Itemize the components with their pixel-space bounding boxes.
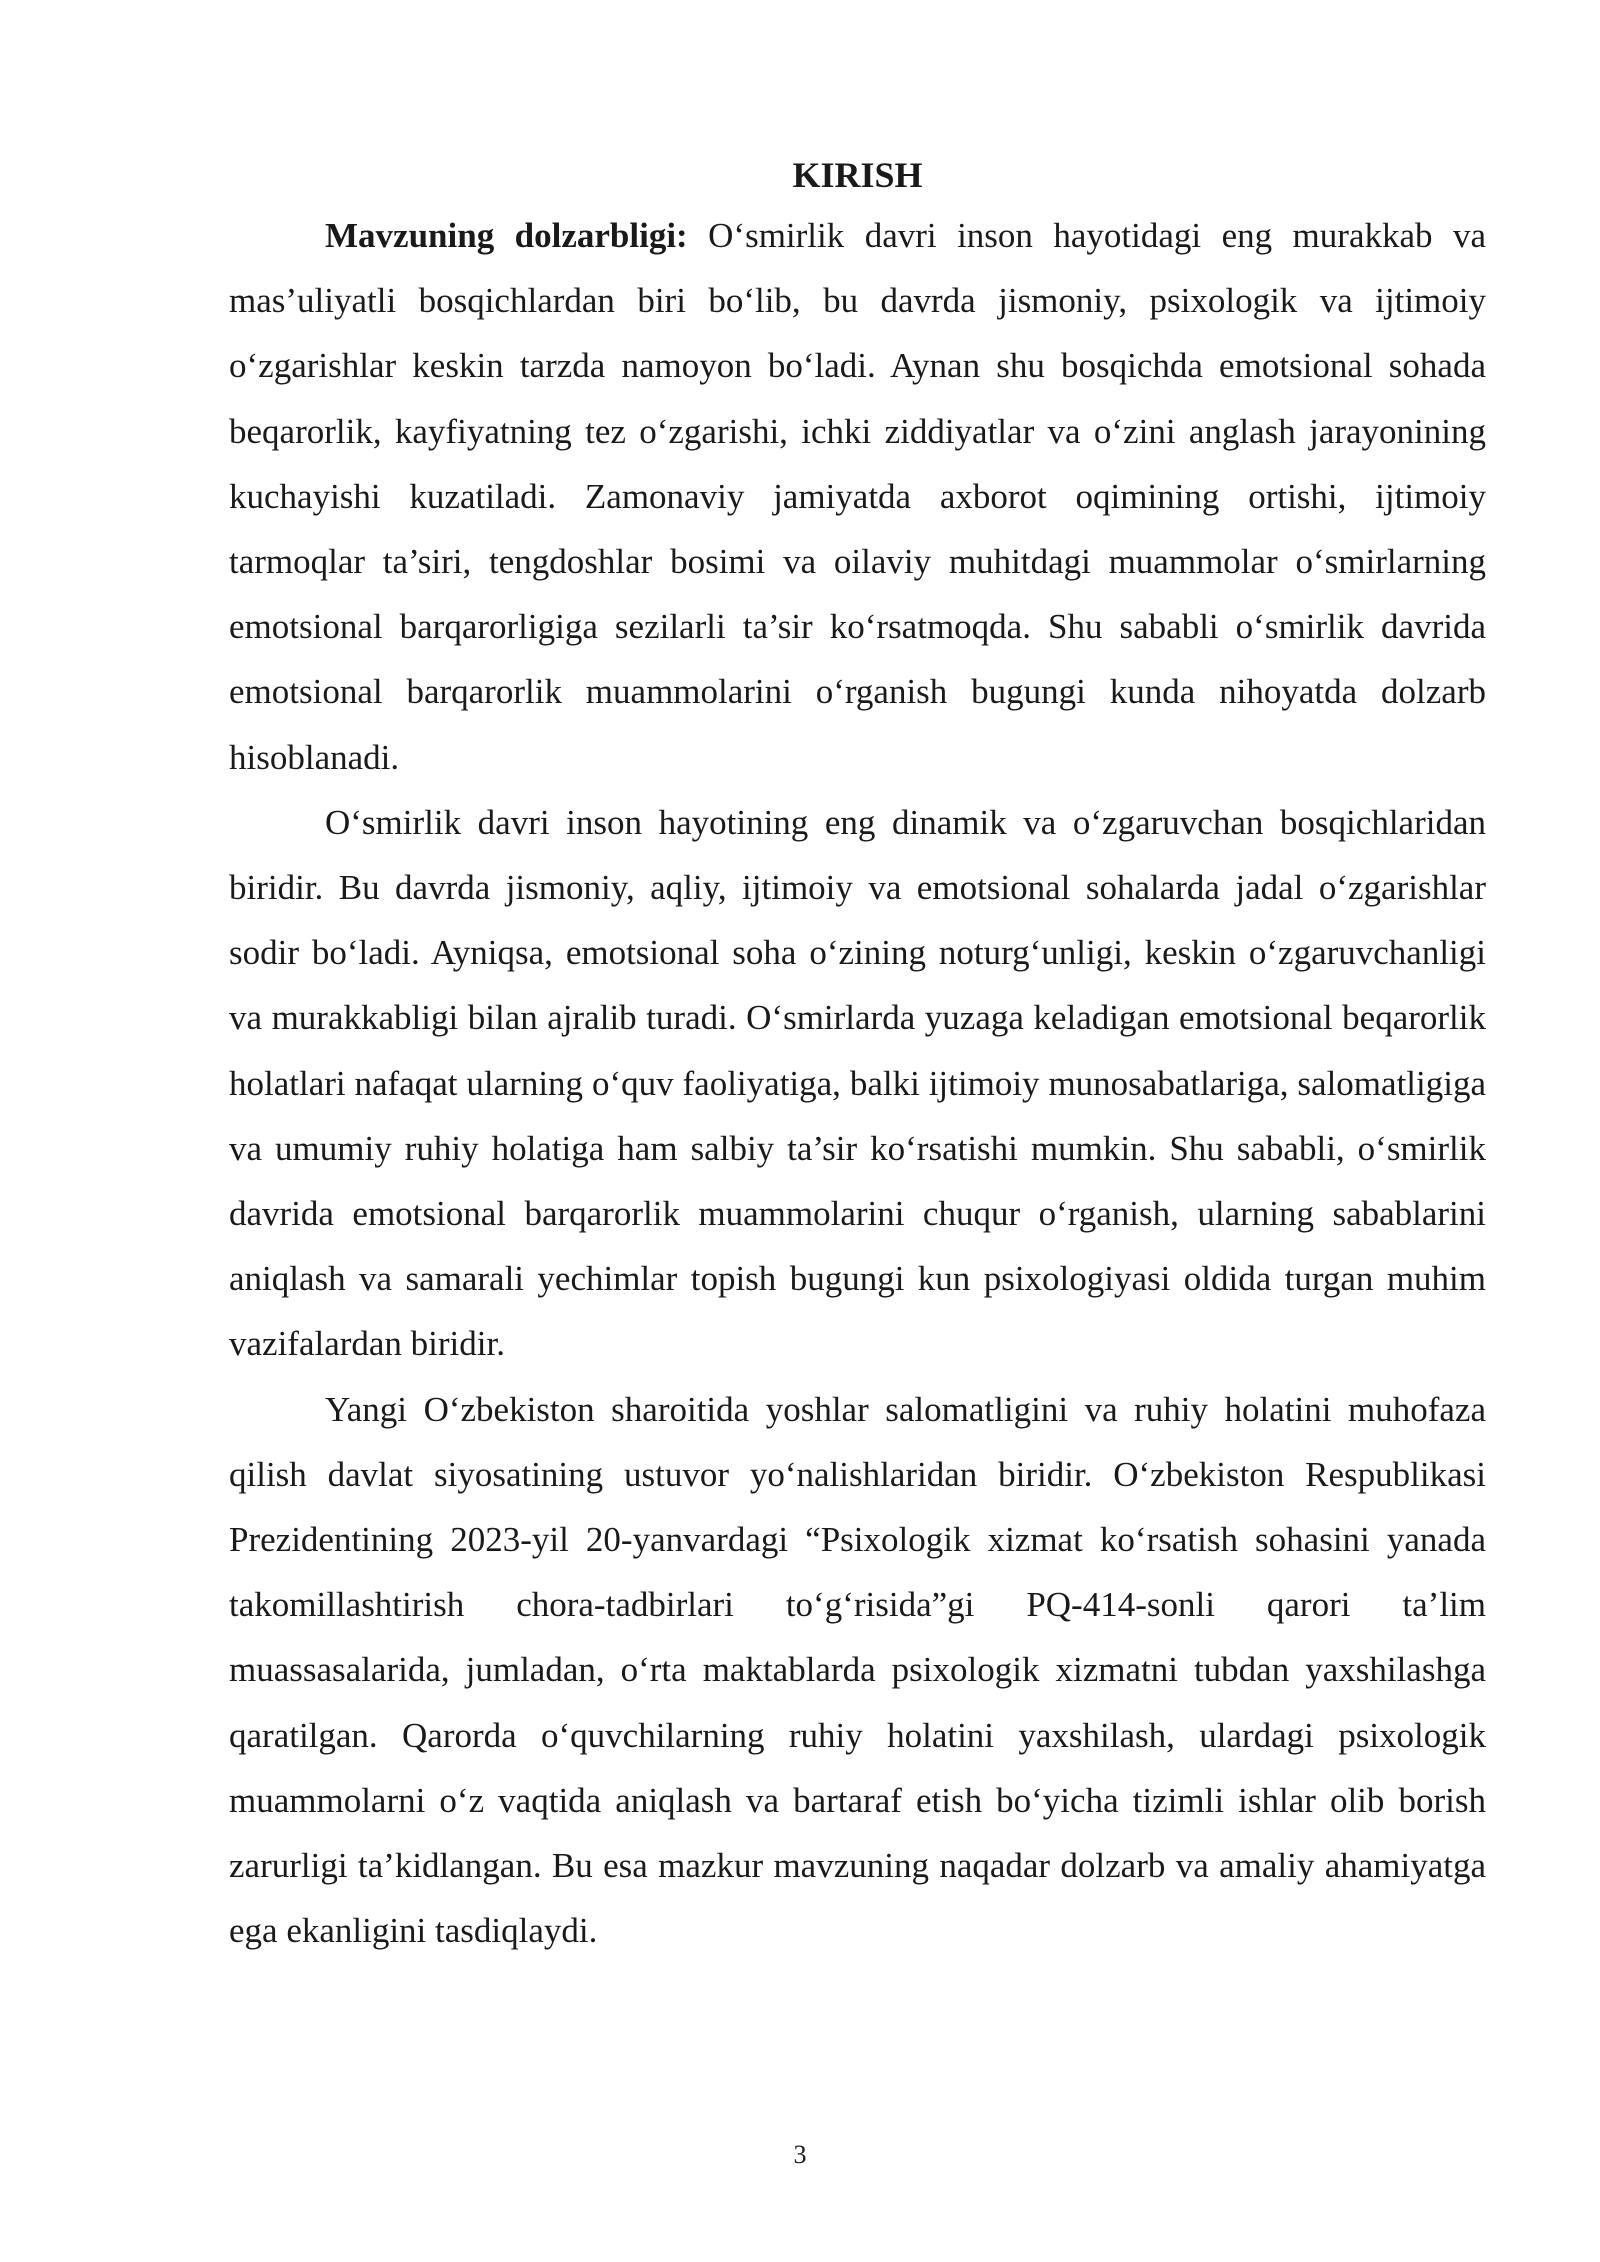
paragraph-uzbekistan: Yangi O‘zbekiston sharoitida yoshlar salomatligini va ruhiy holatini muhofaza qilish davlat siyosatining ustuvor yo‘nalishlaridan biridir. O‘zbekiston Respublikasi Prezidentining 2023-yil 20-yanvardagi “Psixologik xizmat ko‘rsatish sohasini yanada takomillashtirish chora-tadbirlari to‘g‘risida”gi PQ-414-sonli qarori ta’lim muassasalarida, jumladan, o‘rta maktablarda psixologik xizmatni tubdan yaxshilashga qaratilgan. Qarorda o‘quvchilarning ruhiy holatini yaxshilash, ulardagi psixologik muammolarni o‘z vaqtida aniqlash va bartaraf etish bo‘yicha tizimli ishlar olib borish zarurligi ta’kidlangan. Bu esa mazkur mavzuning naqadar dolzarb va amaliy ahamiyatga ega ekanligini tasdiqlaydi. xyxy=(229,1389,1486,1951)
page-number: 3 xyxy=(793,2140,807,2169)
paragraph-adolescence: O‘smirlik davri inson hayotining eng dinamik va o‘zgaruvchan bosqichlaridan biridir. Bu davrda jismoniy, aqliy, ijtimoiy va emotsional sohalarda jadal o‘zgarishlar sodir bo‘ladi. Ayniqsa, emotsional soha o‘zining noturg‘unligi, keskin o‘zgaruvchanligi va murakkabligi bilan ajralib turadi. O‘smirlarda yuzaga keladigan emotsional beqarorlik holatlari nafaqat ularning o‘quv faoliyatiga, balki ijtimoiy munosabatlariga, salomatligiga va umumiy ruhiy holatiga ham salbiy ta’sir ko‘rsatishi mumkin. Shu sababli, o‘smirlik davrida emotsional barqarorlik muammolarini chuqur o‘rganish, ularning sabablarini aniqlash va samarali yechimlar topish bugungi kun psixologiyasi oldida turgan muhim vazifalardan biridir. xyxy=(229,802,1486,1364)
page-content xyxy=(229,148,1486,1963)
page-title: KIRISH xyxy=(792,155,923,195)
paragraph-relevance xyxy=(229,203,1486,790)
paragraph-lead-label: Mavzuning dolzarbligi: xyxy=(325,216,688,255)
paragraph-text: O‘smirlik davri inson hayotidagi eng murakkab va mas’uliyatli bosqichlardan biri bo‘lib, bu davrda jismoniy, psixologik va ijtimoiy o‘zgarishlar keskin tarzda namoyon bo‘ladi. Aynan shu bosqichda emotsional sohada beqarorlik, kayfiyatning tez o‘zgarishi, ichki ziddiyatlar va o‘zini anglash jarayonining kuchayishi kuzatiladi. Zamonaviy jamiyatda axborot oqimining ortishi, ijtimoiy tarmoqlar ta’siri, tengdoshlar bosimi va oilaviy muhitdagi muammolar o‘smirlarning emotsional barqarorligiga sezilarli ta’sir ko‘rsatmoqda. Shu sababli o‘smirlik davrida emotsional barqarorlik muammolarini o‘rganish bugungi kunda nihoyatda dolzarb hisoblanadi. xyxy=(229,216,1486,777)
